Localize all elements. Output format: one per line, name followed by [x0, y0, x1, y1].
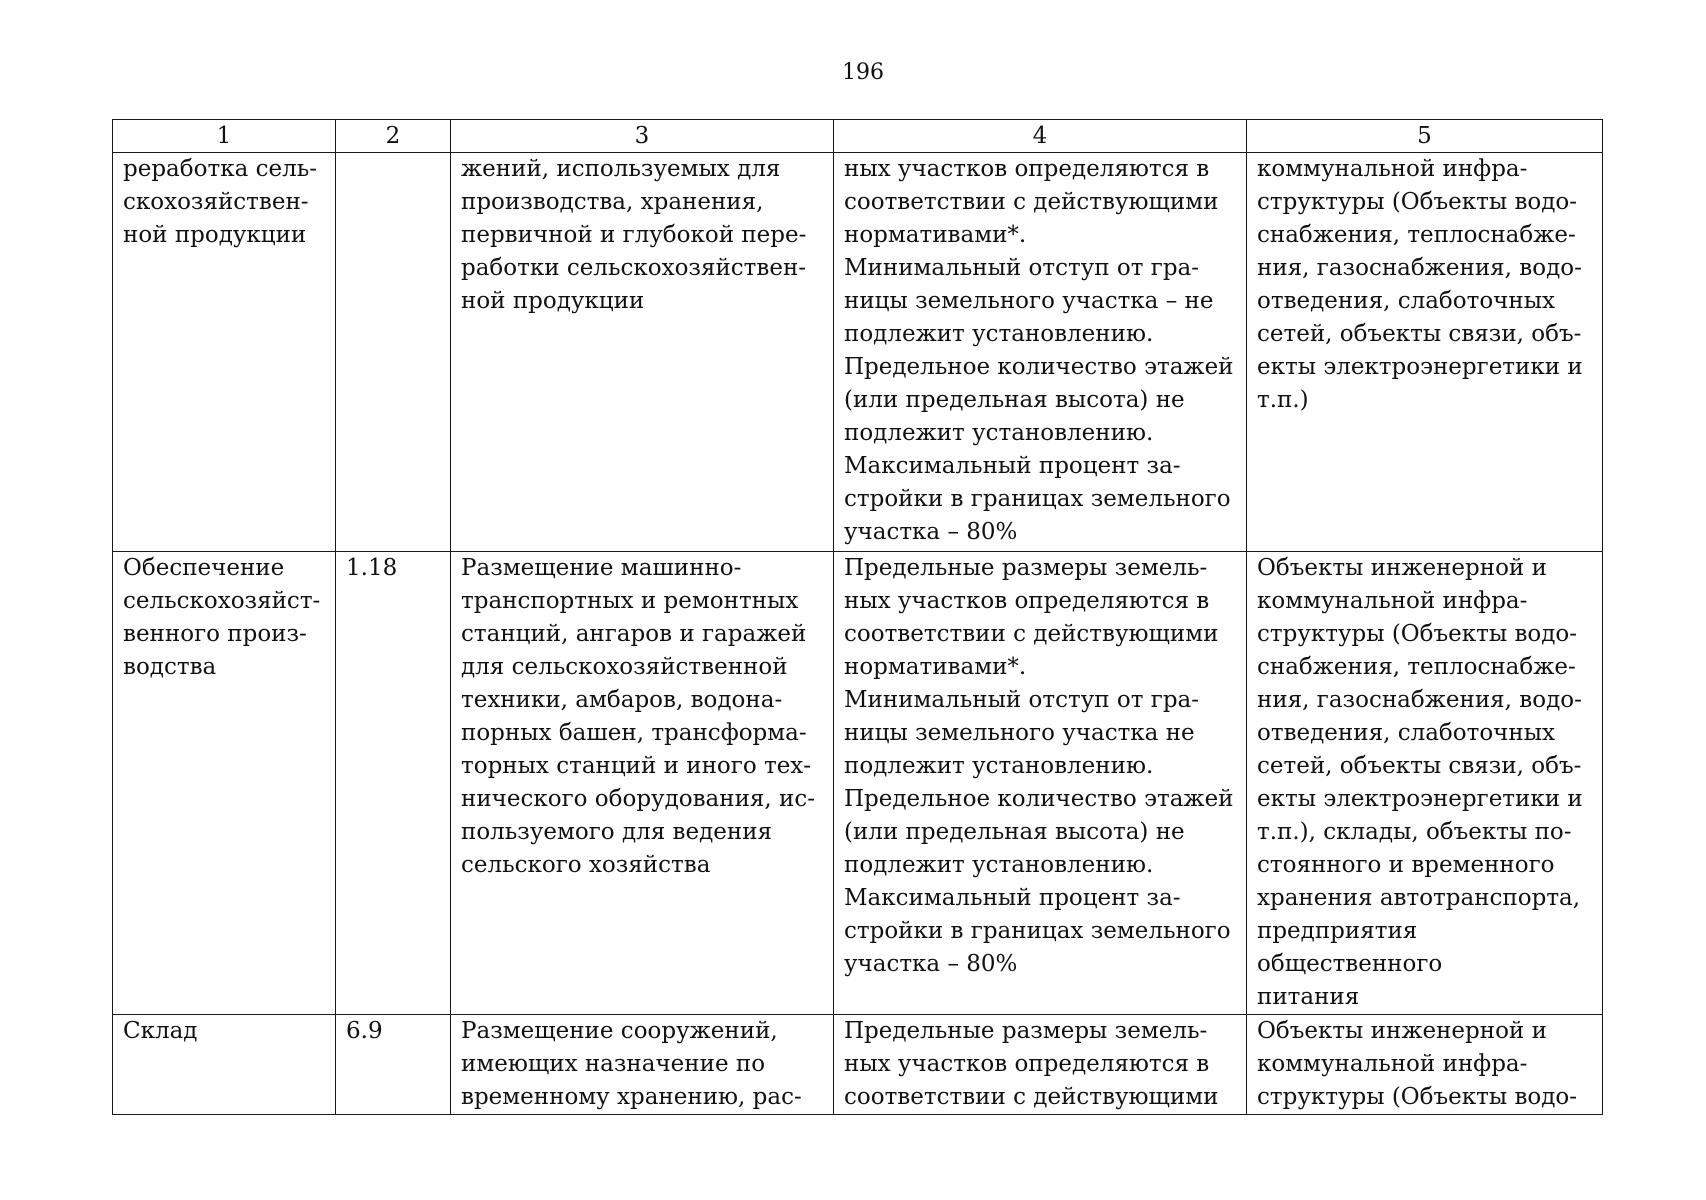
column-header-4: 4: [834, 120, 1247, 153]
use-description-cell: Размещение сооружений, имеющих назначение по временному хранению, рас-: [451, 1015, 834, 1115]
use-name-cell: Обеспечение сельскохозяйст- венного произ- водства: [113, 552, 336, 1015]
column-header-1: 1: [113, 120, 336, 153]
column-header-5: 5: [1247, 120, 1603, 153]
auxiliary-uses-cell: Объекты инженерной и коммунальной инфра- структуры (Объекты водо-: [1247, 1015, 1603, 1115]
use-description-cell: Размещение машинно- транспортных и ремонтных станций, ангаров и гаражей для сельскохозяйственной техники, амбаров, водона- порных башен, трансформа- торных станций и иного тех- нического оборудования, ис- пользуемого для ведения сельского хозяйства: [451, 552, 834, 1015]
use-code-cell: 1.18: [336, 552, 451, 1015]
table-row: [113, 552, 1603, 1015]
use-name-cell: Склад: [113, 1015, 336, 1115]
use-description-cell: жений, используемых для производства, хранения, первичной и глубокой пере- работки сельскохозяйствен- ной продукции: [451, 153, 834, 552]
parameters-cell: Предельные размеры земель- ных участков определяются в соответствии с действующими: [834, 1015, 1247, 1115]
auxiliary-uses-cell: Объекты инженерной и коммунальной инфра- структуры (Объекты водо- снабжения, теплоснабже- ния, газоснабжения, водо- отведения, слаботочных сетей, объекты связи, объ- екты электроэнергетики и т.п.), склады, объекты по- стоянного и временного хранения автотранспорта, предприятия общественного питания: [1247, 552, 1603, 1015]
table-row: [113, 1015, 1603, 1115]
column-number-row: [113, 120, 1603, 153]
auxiliary-uses-cell: коммунальной инфра- структуры (Объекты водо- снабжения, теплоснабже- ния, газоснабжения, водо- отведения, слаботочных сетей, объекты связи, объ- екты электроэнергетики и т.п.): [1247, 153, 1603, 552]
use-code-cell: 6.9: [336, 1015, 451, 1115]
column-header-3: 3: [451, 120, 834, 153]
table-row: [113, 153, 1603, 552]
use-name-cell: реработка сель- скохозяйствен- ной продукции: [113, 153, 336, 552]
parameters-cell: Предельные размеры земель- ных участков определяются в соответствии с действующими нормативами*. Минимальный отступ от гра- ницы земельного участка не подлежит установлению. Предельное количество этажей (или предельная высота) не подлежит установлению. Максимальный процент за- стройки в границах земельного участка – 80%: [834, 552, 1247, 1015]
land-use-table: [112, 119, 1603, 1115]
page-number: 196: [842, 60, 884, 85]
use-code-cell: [336, 153, 451, 552]
parameters-cell: ных участков определяются в соответствии с действующими нормативами*. Минимальный отступ от гра- ницы земельного участка – не подлежит установлению. Предельное количество этажей (или предельная высота) не подлежит установлению. Максимальный процент за- стройки в границах земельного участка – 80%: [834, 153, 1247, 552]
column-header-2: 2: [336, 120, 451, 153]
